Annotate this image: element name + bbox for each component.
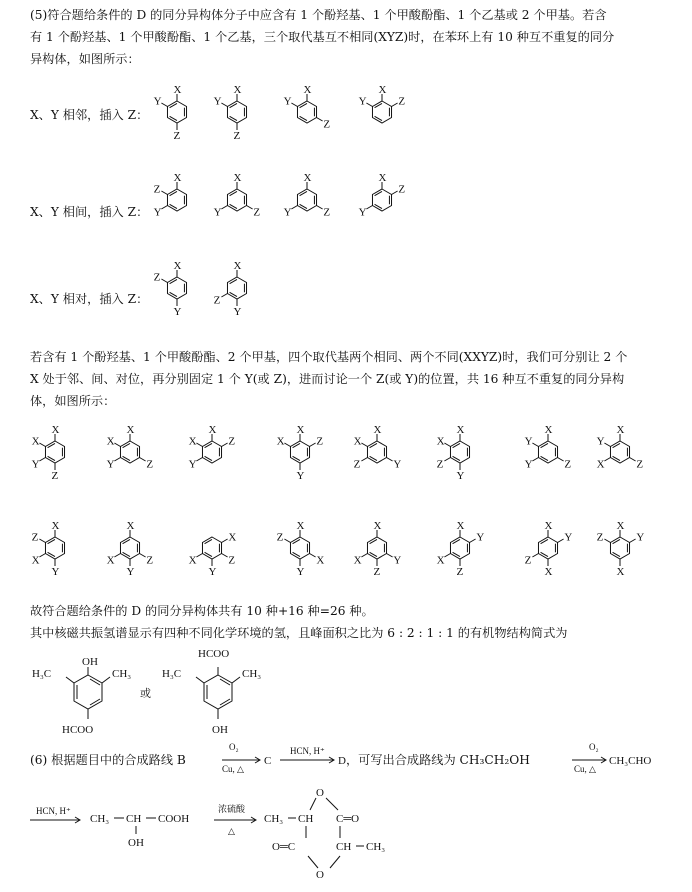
svg-text:X: X [373,424,382,436]
svg-text:Z: Z [276,531,284,544]
svg-text:X: X [316,554,325,567]
svg-text:X: X [126,520,135,532]
svg-text:X: X [456,424,465,436]
arrow5-acid: 浓硫酸 [218,804,246,814]
svg-text:X: X [296,520,305,532]
svg-text:X: X [173,172,182,184]
svg-text:Y: Y [358,95,367,108]
svg-text:Y: Y [456,470,465,482]
arrow1-o2: O₂ [229,742,239,752]
svg-text:X: X [303,172,312,184]
benzene-xxyz-13 [354,520,402,578]
svg-text:Y: Y [283,95,292,108]
svg-text:X: X [378,172,387,184]
arrow2-hcn: HCN, H⁺ [290,746,325,756]
svg-text:Z: Z [316,435,324,448]
svg-text:Z: Z [233,130,241,142]
benzene-xxyz-16 [597,520,645,578]
svg-text:X: X [188,554,197,567]
svg-text:X: X [276,435,285,448]
svg-text:X: X [228,531,237,544]
svg-text:Y: Y [524,435,533,448]
svg-text:Z: Z [564,458,572,471]
svg-text:X: X [233,84,242,96]
benzene-xyz-4 [359,84,406,123]
svg-text:Z: Z [636,458,644,471]
svg-text:X: X [616,520,625,532]
svg-text:X: X [173,260,182,272]
answer-structures [30,645,330,745]
svg-text:Y: Y [153,206,162,219]
svg-text:Z: Z [253,206,261,219]
svg-text:X: X [51,520,60,532]
svg-text:Y: Y [524,458,533,471]
svg-text:Y: Y [358,206,367,219]
route-ch3cho: CH₃CHO [609,755,652,767]
lactide-ch3-left: CH₃ [264,813,284,825]
svg-text:Z: Z [596,531,604,544]
lactide-o-bottom: O [316,869,324,881]
svg-text:X: X [616,566,625,578]
svg-text:Y: Y [283,206,292,219]
label-xy-para: X、Y 相对，插入 Z： [30,292,149,306]
svg-text:Y: Y [213,95,222,108]
svg-text:X: X [596,458,605,471]
svg-text:X: X [456,520,465,532]
arrow3-o2: O₂ [589,742,599,752]
benzene-xyz-3 [284,84,331,131]
svg-text:X: X [31,554,40,567]
svg-text:Y: Y [233,306,242,318]
route-c: C [264,755,272,767]
benzene-xxyz-6 [437,424,470,482]
svg-text:X: X [106,435,115,448]
benzene-xxyz-8 [597,424,644,471]
summary-line-2: 其中核磁共振氢谱显示有四种不同化学环境的氢，且峰面积之比为 6 : 2 : 1 : 1 的有机物结构简式为 [30,626,568,640]
lactic-ch3: CH₃ [90,813,110,825]
benzene-xyz-8 [359,172,406,219]
svg-text:Z: Z [373,566,381,578]
lactide-ch-bottom: CH [336,841,352,853]
benzene-xxyz-9 [32,520,65,578]
case2-line-2: X 处于邻、间、对位，再分别固定 1 个 Y(或 Z)，进而讨论一个 Z(或 Y)的位置，共 16 种互不重复的同分异构 [30,372,625,386]
benzene-xxyz-1 [32,424,65,482]
svg-text:Z: Z [323,118,331,131]
summary-line-1: 故符合题给条件的 D 的同分异构体共有 10 种+16 种=26 种。 [30,604,374,618]
svg-text:Y: Y [208,566,217,578]
benzene-xxyz-11 [189,532,237,579]
benzene-xxyz-14 [437,520,485,578]
lactide-c-eq-o: C═O [336,813,360,825]
svg-text:Y: Y [476,531,485,544]
svg-text:Z: Z [353,458,361,471]
svg-text:X: X [303,84,312,96]
or-text: 或 [140,688,151,700]
svg-text:Y: Y [31,458,40,471]
svg-text:Z: Z [228,554,236,567]
benzene-xyz-5 [154,172,187,219]
svg-text:Y: Y [173,306,182,318]
svg-text:X: X [353,435,362,448]
intro-line-2: 有 1 个酚羟基、1 个甲酸酚酯、1 个乙基，三个取代基互不相同(XYZ)时，在苯环上有 10 种互不重复的同分 [30,30,615,44]
case2-line-1: 若含有 1 个酚羟基、1 个甲酸酚酯、2 个甲基，四个取代基两个相同、两个不同(XXYZ)时，我们可分别让 2 个 [30,350,628,364]
svg-text:Y: Y [213,206,222,219]
svg-text:X: X [188,435,197,448]
answer1-oh: OH [82,656,98,668]
benzene-xyz-1 [154,84,187,142]
svg-text:Z: Z [146,458,154,471]
route-d: D [338,755,346,767]
svg-text:Z: Z [456,566,464,578]
svg-text:X: X [436,554,445,567]
svg-text:X: X [544,566,553,578]
svg-text:X: X [233,260,242,272]
svg-text:Z: Z [146,554,154,567]
svg-text:Y: Y [296,470,305,482]
svg-text:X: X [51,424,60,436]
case2-line-3: 体，如图所示： [30,394,116,408]
answer1-hcoo: HCOO [62,724,94,736]
benzene-xxyz-7 [525,424,572,471]
svg-text:Z: Z [398,183,406,196]
svg-text:Z: Z [524,554,532,567]
svg-text:Z: Z [31,531,39,544]
svg-text:Y: Y [296,566,305,578]
svg-text:X: X [436,435,445,448]
svg-text:Y: Y [51,566,60,578]
route-line-mid: ，可写出合成路线为 CH₃CH₂OH [346,753,530,767]
svg-text:Z: Z [213,294,221,307]
lactide-ch3-right: CH₃ [366,841,386,853]
svg-text:Y: Y [564,531,573,544]
benzene-xyz-7 [284,172,331,219]
svg-text:Z: Z [153,183,161,196]
isomer-structures-xyz [0,0,692,340]
answer1-ch3: CH₃ [112,668,132,680]
benzene-xxyz-15 [525,520,573,578]
lactic-ch: CH [126,813,142,825]
svg-text:Z: Z [228,435,236,448]
svg-text:Z: Z [153,271,161,284]
intro-line-3: 异构体，如图所示： [30,52,140,66]
svg-text:X: X [126,424,135,436]
route-line2 [0,780,692,890]
isomer-structures-xxyz [0,410,692,610]
svg-text:Y: Y [393,554,402,567]
svg-text:X: X [353,554,362,567]
benzene-xyz-6 [214,172,261,219]
label-xy-meta: X、Y 相间，插入 Z： [30,205,149,219]
svg-text:X: X [233,172,242,184]
svg-text:Y: Y [153,95,162,108]
svg-text:X: X [544,520,553,532]
benzene-xyz-9 [154,260,187,318]
svg-text:Z: Z [436,458,444,471]
lactide-o-top: O [316,787,324,799]
label-xy-adjacent: X、Y 相邻，插入 Z： [30,108,149,122]
route-line-pre: (6) 根据题目中的合成路线 B [30,753,186,767]
lactide-ch-top: CH [298,813,314,825]
svg-text:Y: Y [393,458,402,471]
benzene-xxyz-2 [107,424,154,471]
svg-text:X: X [106,554,115,567]
benzene-xxyz-3 [189,424,236,471]
svg-text:Y: Y [106,458,115,471]
arrow1-cu: Cu, △ [222,764,244,774]
svg-text:X: X [208,424,217,436]
benzene-xxyz-4 [277,424,324,482]
svg-text:Y: Y [636,531,645,544]
answer-structure-1 [32,656,131,736]
svg-text:X: X [544,424,553,436]
svg-text:X: X [616,424,625,436]
intro-line-1: (5)符合题给条件的 D 的同分异构体分子中应含有 1 个酚羟基、1 个甲酸酚酯、1 个乙基或 2 个甲基。若含 [30,8,607,22]
answer2-ch3: CH₃ [242,668,262,680]
benzene-xxyz-10 [107,520,154,578]
svg-text:X: X [296,424,305,436]
benzene-xyz-2 [214,84,247,142]
svg-text:X: X [373,520,382,532]
arrow4-hcn: HCN, H⁺ [36,806,71,816]
svg-text:Z: Z [173,130,181,142]
arrow3-cu: Cu, △ [574,764,596,774]
benzene-xxyz-5 [354,424,402,471]
benzene-xyz-10 [214,260,247,318]
svg-text:Z: Z [398,95,406,108]
lactide-o-eq-c: O═C [272,841,296,853]
lactic-cooh: COOH [158,813,190,825]
answer2-h3c: H₃C [162,668,182,680]
svg-text:X: X [173,84,182,96]
benzene-xxyz-12 [277,520,325,578]
answer2-oh: OH [212,724,228,736]
arrow5-heat: △ [228,826,235,836]
answer2-hcoo: HCOO [198,648,230,660]
svg-text:X: X [378,84,387,96]
svg-text:X: X [31,435,40,448]
answer-structure-2 [162,648,261,736]
svg-text:Z: Z [323,206,331,219]
answer1-h3c: H₃C [32,668,52,680]
svg-text:Y: Y [188,458,197,471]
svg-text:Z: Z [51,470,59,482]
lactic-oh: OH [128,837,144,849]
svg-text:Y: Y [126,566,135,578]
svg-text:Y: Y [596,435,605,448]
